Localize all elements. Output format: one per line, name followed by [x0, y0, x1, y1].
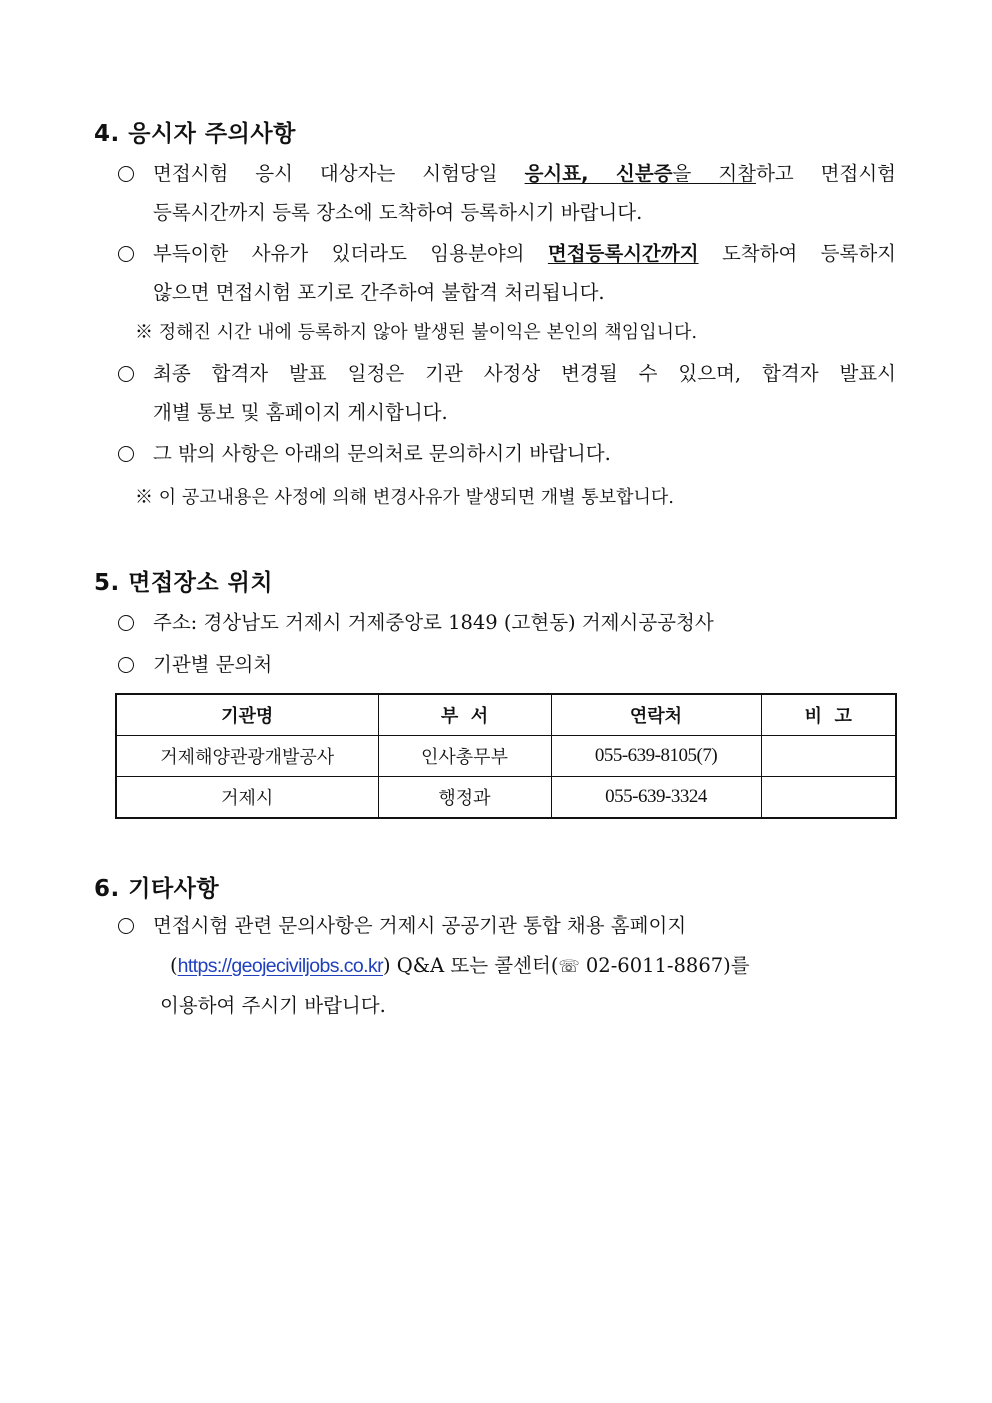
other-info-line-3: 이용하여 주시기 바랍니다. — [160, 994, 386, 1017]
circle-bullet-icon — [118, 657, 134, 673]
header-department: 부 서 — [378, 694, 551, 736]
header-contact: 연락처 — [551, 694, 761, 736]
paren-text: ( — [170, 954, 178, 977]
notice-text: 도착하여 등록하지 — [698, 242, 897, 265]
notice-item-3-line-1: 최종 합격자 발표 일정은 기관 사정상 변경될 수 있으며, 합격자 발표시 — [153, 362, 896, 385]
header-agency: 기관명 — [116, 694, 378, 736]
circle-bullet-icon — [118, 166, 134, 182]
notice-item-4: 그 밖의 사항은 아래의 문의처로 문의하시기 바랍니다. — [153, 442, 611, 465]
notice-text: 하고 면접시험 — [756, 162, 896, 185]
section-6-title: 6. 기타사항 — [94, 876, 220, 902]
notice-item-2-line-1 — [153, 244, 896, 264]
cell-contact: 055-639-3324 — [551, 777, 761, 819]
notice-item-3-line-2: 개별 통보 및 홈페이지 게시합니다. — [153, 401, 448, 424]
phone-number: 02-6011-8867)를 — [579, 954, 750, 977]
circle-bullet-icon — [118, 366, 134, 382]
notice-item-2-line-2: 않으면 면접시험 포기로 간주하여 불합격 처리됩니다. — [153, 281, 605, 304]
note-1: ※ 정해진 시간 내에 등록하지 않아 발생된 불이익은 본인의 책임입니다. — [135, 322, 698, 343]
contacts-label: 기관별 문의처 — [153, 653, 273, 676]
cell-remarks — [761, 777, 896, 819]
cell-department: 인사총무부 — [378, 736, 551, 777]
address-line: 주소: 경상남도 거제시 거제중앙로 1849 (고현동) 거제시공공청사 — [153, 611, 714, 634]
circle-bullet-icon — [118, 918, 134, 934]
section-4-title: 4. 응시자 주의사항 — [94, 121, 296, 147]
section-5-title: 5. 면접장소 위치 — [94, 570, 274, 596]
circle-bullet-icon — [118, 246, 134, 262]
header-remarks: 비 고 — [761, 694, 896, 736]
cell-agency: 거제해양관광개발공사 — [116, 736, 378, 777]
phone-icon: ☏ — [558, 957, 580, 977]
table-header-row — [116, 694, 896, 736]
cell-remarks — [761, 736, 896, 777]
cell-department: 행정과 — [378, 777, 551, 819]
contact-table — [115, 693, 897, 819]
bring-emphasis: 을 지참 — [672, 162, 757, 185]
notice-item-1-line-1 — [153, 164, 896, 184]
notice-text: 면접시험 응시 대상자는 시험당일 — [153, 162, 525, 185]
other-info-line-1: 면접시험 관련 문의사항은 거제시 공공기관 통합 채용 홈페이지 — [153, 914, 687, 937]
note-2: ※ 이 공고내용은 사정에 의해 변경사유가 발생되면 개별 통보합니다. — [135, 487, 674, 508]
circle-bullet-icon — [118, 446, 134, 462]
notice-text: 부득이한 사유가 있더라도 임용분야의 — [153, 242, 548, 265]
cell-contact: 055-639-8105(7) — [551, 736, 761, 777]
notice-item-1-line-2: 등록시간까지 등록 장소에 도착하여 등록하시기 바랍니다. — [153, 201, 643, 224]
required-items-emphasis: 응시표, 신분증 — [524, 162, 673, 185]
registration-deadline-emphasis: 면접등록시간까지 — [547, 242, 699, 265]
homepage-link[interactable]: https://geojeciviljobs.co.kr — [177, 955, 383, 977]
circle-bullet-icon — [118, 615, 134, 631]
cell-agency: 거제시 — [116, 777, 378, 819]
table-row — [116, 777, 896, 819]
qa-callcenter-text: ) Q&A 또는 콜센터( — [383, 954, 559, 977]
other-info-line-2 — [170, 956, 750, 977]
table-row — [116, 736, 896, 777]
